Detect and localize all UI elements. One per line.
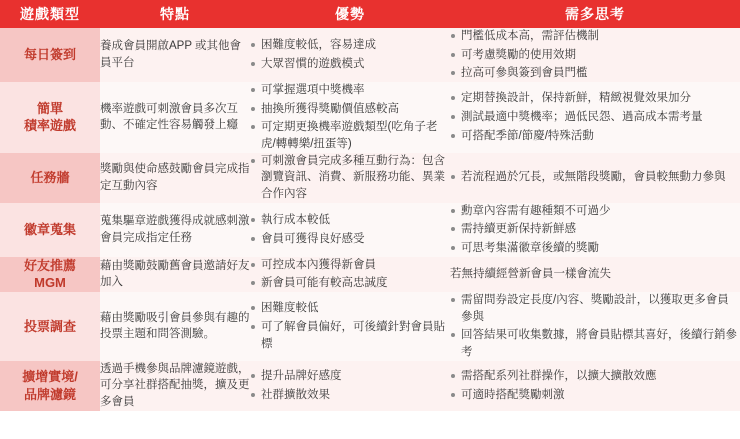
advantage-list: [250, 212, 450, 247]
row-category: [0, 203, 100, 257]
row-category: [0, 292, 100, 361]
row-consideration: [450, 28, 740, 82]
feature-text: 機率遊戲可刺激會員多次互動、不確定性容易觸發上癮: [100, 102, 238, 132]
row-advantage: [250, 203, 450, 257]
list-item: 測試最適中獎機率；過低民怨、過高成本需考量: [450, 109, 740, 126]
consideration-list: [450, 90, 740, 144]
consideration-list: [450, 203, 740, 257]
row-advantage: [250, 361, 450, 411]
consideration-list: [450, 169, 740, 186]
list-item: 回答結果可收集數據，將會員貼標其喜好，後續行銷參考: [450, 327, 740, 360]
feature-text: 透過手機參與品牌濾鏡遊戲，可分享社群搭配抽獎，擴及更多會員: [100, 362, 250, 409]
list-item: 定期替換設計，保持新鮮，精緻視覺效果加分: [450, 90, 740, 107]
category-line: 投票調查: [23, 318, 76, 334]
list-item: 抽換所獲得獎勵價值感較高: [250, 101, 450, 118]
row-category: [0, 82, 100, 153]
row-consideration: [450, 361, 740, 411]
feature-text: 藉由獎勵鼓勵舊會員邀請好友加入: [100, 259, 250, 289]
row-feature: [100, 28, 250, 82]
category-line: 好友推薦: [23, 257, 76, 273]
column-header-game-type: 遊戲類型: [0, 0, 100, 28]
column-header-consideration: 需多思考: [450, 0, 740, 28]
row-feature: [100, 292, 250, 361]
category-line: 積率遊戲: [23, 118, 76, 134]
consideration-list: [450, 28, 740, 82]
list-item: 可掌握選項中獎機率: [250, 82, 450, 99]
row-category: [0, 257, 100, 292]
row-advantage: [250, 28, 450, 82]
list-item: 大眾習慣的遊戲模式: [250, 56, 450, 73]
advantage-list: [250, 368, 450, 403]
feature-text: 蒐集驅章遊戲獲得成就感刺激會員完成指定任務: [100, 215, 250, 244]
consideration-list: [450, 292, 740, 361]
row-consideration: [450, 292, 740, 361]
category-line: 簡單: [36, 100, 63, 116]
row-advantage: [250, 82, 450, 153]
list-item: 社群擴散效果: [250, 387, 450, 404]
column-header-advantage: 優勢: [250, 0, 450, 28]
table-row: [0, 153, 740, 203]
table-header: [0, 0, 740, 28]
category-line: MGM: [34, 275, 66, 291]
list-item: 執行成本較低: [250, 212, 450, 229]
category-line: 品牌濾鏡: [23, 386, 76, 402]
feature-text: 養成會員開啟APP 或其他會員平台: [100, 40, 241, 69]
row-category: [0, 153, 100, 203]
row-consideration: [450, 257, 740, 292]
advantage-list: [250, 257, 450, 292]
category-line: 徽章蒐集: [23, 221, 76, 237]
list-item: 可控成本內獲得新會員: [250, 257, 450, 274]
row-advantage: [250, 292, 450, 361]
list-item: 需持續更新保持新鮮感: [450, 221, 740, 238]
list-item: 拉高可參與簽到會員門檻: [450, 65, 740, 82]
list-item: 可思考集滿徽章後續的獎勵: [450, 240, 740, 257]
list-item: 困難度較低，容易達成: [250, 37, 450, 54]
table-row: [0, 28, 740, 82]
row-consideration: [450, 153, 740, 203]
table-row: [0, 292, 740, 361]
consideration-list: [450, 368, 740, 403]
list-item: 會員可獲得良好感受: [250, 231, 450, 248]
advantage-list: [250, 300, 450, 352]
list-item: 需搭配系列社群操作，以擴大擴散效應: [450, 368, 740, 385]
list-item: 勳章內容需有趣種類不可過少: [450, 203, 740, 220]
table-row: [0, 361, 740, 411]
row-feature: [100, 203, 250, 257]
table-row: [0, 257, 740, 292]
row-category: [0, 28, 100, 82]
row-consideration: [450, 203, 740, 257]
column-header-feature: 特點: [100, 0, 250, 28]
advantage-list: [250, 153, 450, 203]
list-item: 可了解會員偏好，可後續針對會員貼標: [250, 319, 450, 352]
row-feature: [100, 153, 250, 203]
list-item: 可刺激會員完成多種互動行為：包含瀏覽資訊、消費、新服務功能、異業合作內容: [250, 153, 450, 203]
row-feature: [100, 82, 250, 153]
list-item: 困難度較低: [250, 300, 450, 317]
row-consideration: [450, 82, 740, 153]
feature-text: 藉由獎勵吸引會員參與有趣的投票主題和問答測驗。: [100, 311, 250, 341]
table-body: [0, 28, 740, 411]
consideration-text: 若無持續經營新會員一樣會流失: [450, 268, 611, 281]
list-item: 提升品牌好感度: [250, 368, 450, 385]
row-category: [0, 361, 100, 411]
list-item: 可搭配季節/節慶/特殊活動: [450, 128, 740, 145]
category-line: 每日簽到: [23, 47, 76, 63]
table-header-row: [0, 0, 740, 28]
table-row: [0, 203, 740, 257]
list-item: 可適時搭配獎勵刺激: [450, 387, 740, 404]
category-line: 擴增實境/: [22, 369, 78, 385]
list-item: 門檻低成本高，需評估機制: [450, 28, 740, 45]
list-item: 若流程過於冗長，或無階段獎勵，會員較無動力參與: [450, 169, 740, 186]
feature-text: 獎勵與使命感鼓勵會員完成指定互動內容: [100, 163, 250, 192]
list-item: 可定期更換機率遊戲類型(吃角子老虎/轉轉樂/扭蛋等): [250, 119, 450, 152]
row-advantage: [250, 257, 450, 292]
list-item: 可考慮獎勵的使用效期: [450, 47, 740, 64]
row-feature: [100, 361, 250, 411]
row-advantage: [250, 153, 450, 203]
category-line: 任務牆: [30, 169, 70, 185]
list-item: 需留問券設定長度/內容、獎勵設計，以獲取更多會員參與: [450, 292, 740, 325]
list-item: 新會員可能有較高忠誠度: [250, 275, 450, 292]
table-row: [0, 82, 740, 153]
row-feature: [100, 257, 250, 292]
advantage-list: [250, 37, 450, 72]
advantage-list: [250, 82, 450, 153]
